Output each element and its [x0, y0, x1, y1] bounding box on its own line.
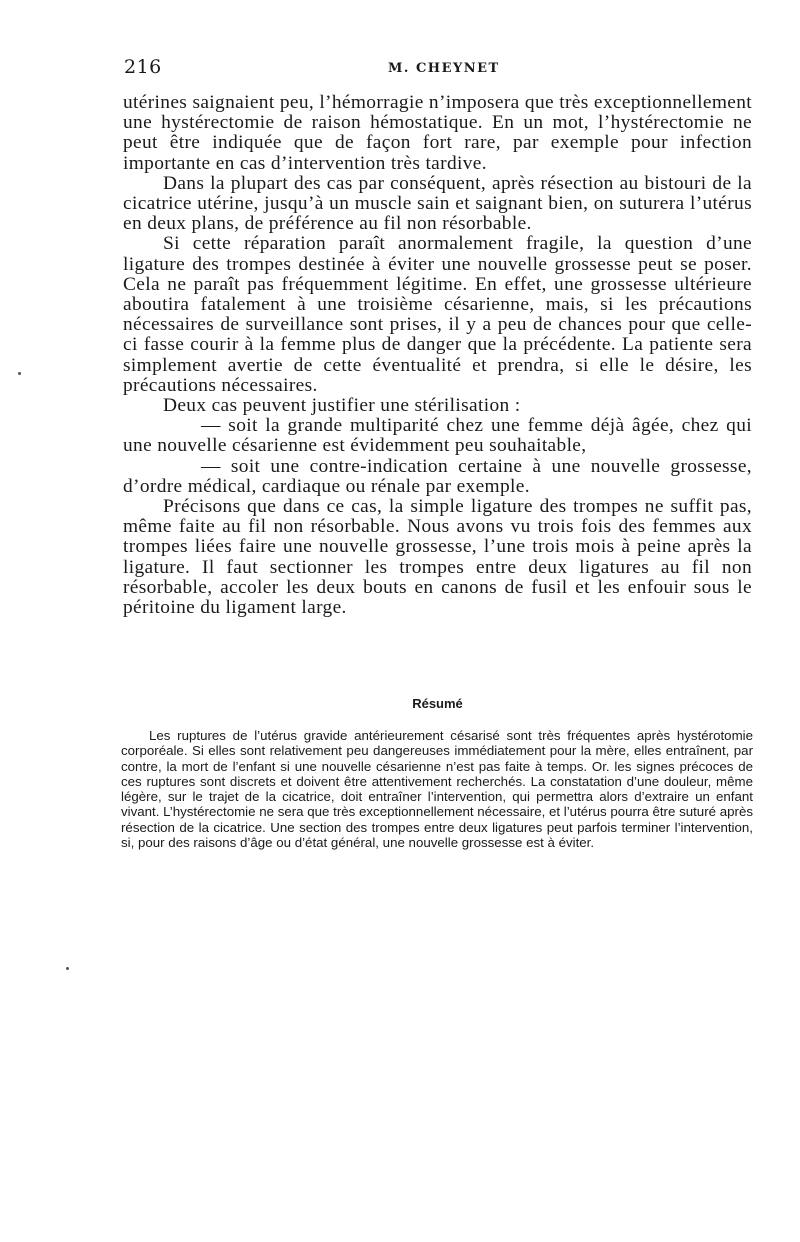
paragraph-hemorrhage: utérines saignaient peu, l’hémorragie n’imposera que très exceptionnellement une hystérectomie de raison hémostatique. En un mot, l’hystérectomie ne peut être indiquée que de façon fort rare, par exemple pour infection importante en cas d’intervention très tardive. [123, 92, 752, 174]
page-header [124, 52, 752, 82]
summary-text: Les ruptures de l’utérus gravide antérieurement césarisé sont très fréquentes après hystérotomie corporéale. Si elles sont relativement peu dangereuses immédiatement pour la mère, elles entraînent, par contre, la mort de l’enfant si une nouvelle césarienne n’est pas faite à temps. Or. les signes précoces de ces ruptures sont discrets et doivent être attentivement recherchés. La constatation d’une douleur, même légère, sur le trajet de la cicatrice, doit entraîner l’intervention, qui permettra alors d’extraire un enfant vivant. L’hystérectomie ne sera que très exceptionnellement nécessaire, et l’utérus pourra être suturé après résection de la cicatrice. Une section des trompes entre deux ligatures peut parfois terminer l’intervention, si, pour des raisons d’âge ou d’état général, une nouvelle grossesse est à éviter. [121, 728, 753, 851]
paragraph-sterilisation-cases: Deux cas peuvent justifier une stérilisation : [163, 395, 521, 417]
paragraph-section-trompes: Précisons que dans ce cas, la simple ligature des trompes ne suffit pas, même faite au fil non résorbable. Nous avons vu trois fois des femmes aux trompes liées faire une nouvelle grossesse, l’une trois mois à peine après la ligature. Il faut sectionner les trompes entre deux ligatures au fil non résorbable, accoler les deux bouts en canons de fusil et les enfouir sous le péritoine du ligament large. [123, 496, 752, 619]
running-head: M. CHEYNET [388, 61, 500, 76]
list-item: — soit la grande multiparité chez une femme déjà âgée, chez qui une nouvelle césarienne est évidemment peu souhaitable, [123, 415, 752, 457]
page-number: 216 [124, 56, 162, 78]
scan-speck [66, 967, 69, 970]
paragraph-ligature: Si cette réparation paraît anormalement fragile, la question d’une ligature des trompes destinée à éviter une nouvelle grossesse peut se poser. Cela ne paraît pas fréquemment légitime. En effet, une grossesse ultérieure aboutira fatalement à une troisième césarienne, mais, si les précautions nécessaires de surveillance sont prises, il y a peu de chances pour que celle-ci fasse courir à la femme plus de danger que la précédente. La patiente sera simplement avertie de cette éventualité et prendra, si elle le désire, les précautions nécessaires. [123, 233, 752, 396]
summary-heading: Résumé [412, 696, 463, 711]
scan-speck [18, 372, 21, 375]
paragraph-suture: Dans la plupart des cas par conséquent, après résection au bistouri de la cicatrice utérine, jusqu’à un muscle sain et saignant bien, on suturera l’utérus en deux plans, de préférence au fil non résorbable. [123, 172, 752, 235]
list-item: — soit une contre-indication certaine à une nouvelle grossesse, d’ordre médical, cardiaque ou rénale par exemple. [123, 455, 752, 497]
body-text [123, 93, 752, 618]
